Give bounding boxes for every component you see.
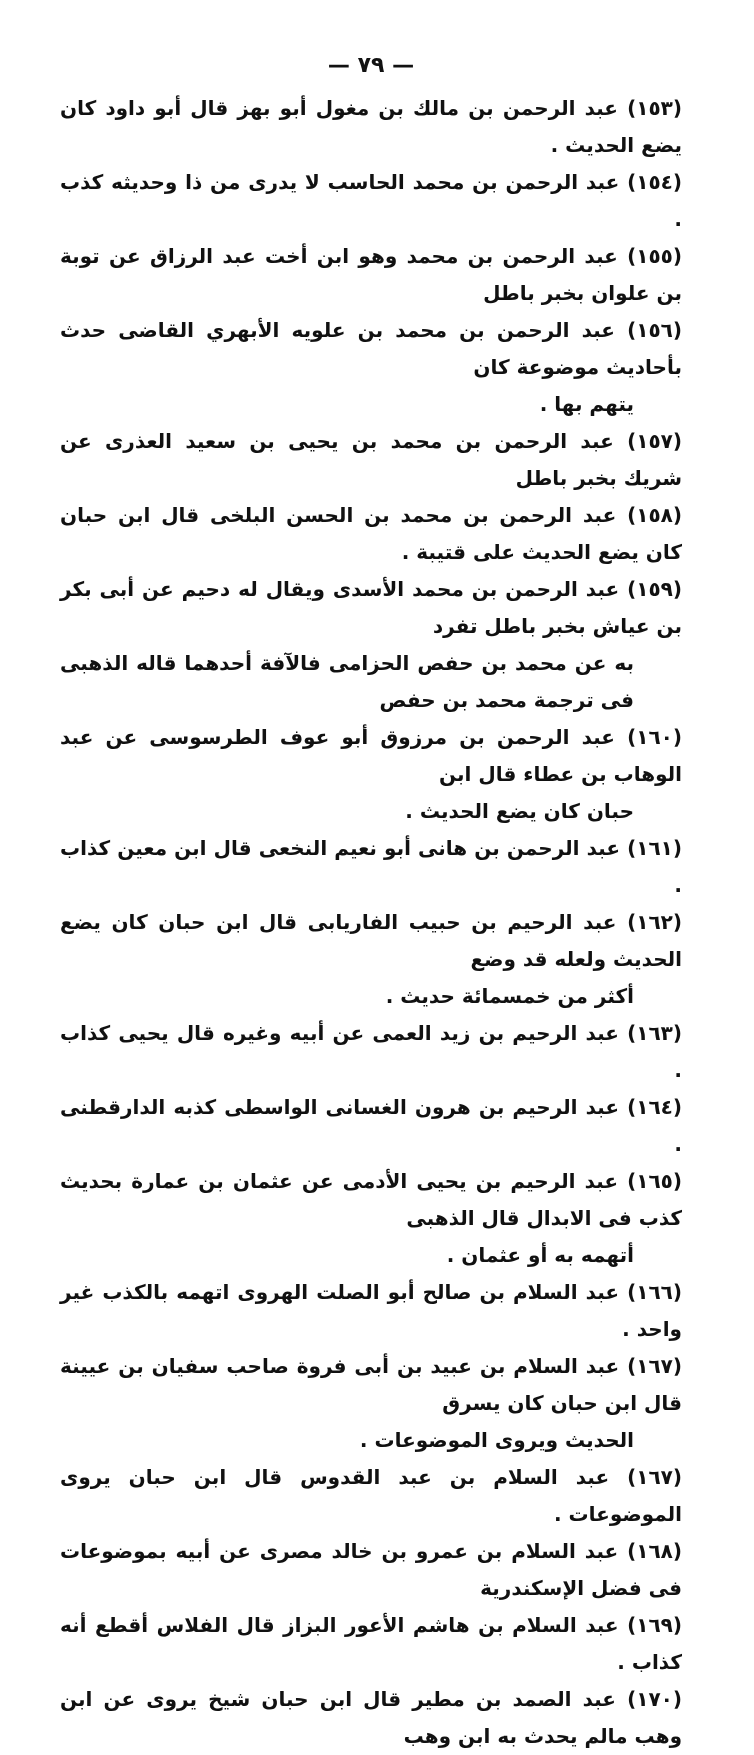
entry-text: (١٦٦) عبد السلام بن صالح أبو الصلت الهروى اتهمه بالكذب غير واحد . [60,1280,682,1341]
entry [60,1533,682,1607]
entry-text: (١٦٩) عبد السلام بن هاشم الأعور البزاز قال الفلاس أقطع أنه كذاب . [60,1613,682,1674]
entry [60,1459,682,1533]
entry-text: (١٦٤) عبد الرحيم بن هرون الغسانى الواسطى كذبه الدارقطنى . [60,1095,682,1156]
entry-text: (١٥٨) عبد الرحمن بن محمد بن الحسن البلخى قال ابن حبان كان يضع الحديث على قتيبة . [60,503,682,564]
entry-text: (١٦٠) عبد الرحمن بن مرزوق أبو عوف الطرسوسى عن عبد الوهاب بن عطاء قال ابن [60,725,682,786]
entry-text: (١٥٩) عبد الرحمن بن محمد الأسدى ويقال له دحيم عن أبى بكر بن عياش بخبر باطل تفرد [60,577,682,638]
entry [60,1681,682,1755]
entry-text: (١٥٣) عبد الرحمن بن مالك بن مغول أبو بهز قال أبو داود كان يضع الحديث . [60,96,682,157]
entry [60,90,682,164]
entry-text: (١٦١) عبد الرحمن بن هانى أبو نعيم النخعى قال ابن معين كذاب . [60,836,682,897]
entry-text: (١٦٣) عبد الرحيم بن زيد العمى عن أبيه وغيره قال يحيى كذاب . [60,1021,682,1082]
entry [60,423,682,497]
entry-text: (١٦٧) عبد السلام بن عبد القدوس قال ابن حبان يروى الموضوعات . [60,1465,682,1526]
entry-continuation: يتهم بها . [539,392,634,416]
entry-text: (١٦٨) عبد السلام بن عمرو بن خالد مصرى عن أبيه بموضوعات فى فضل الإسكندرية [60,1539,682,1600]
entry-continuation: به عن محمد بن حفص الحزامى فالآفة أحدهما قاله الذهبى فى ترجمة محمد بن حفص [60,651,634,712]
entry [60,904,682,1015]
entry [60,1163,682,1274]
entry [60,238,682,312]
entry-text: (١٥٧) عبد الرحمن بن محمد بن يحيى بن سعيد العذرى عن شريك بخبر باطل [60,429,682,490]
entry [60,830,682,904]
entry [60,1348,682,1459]
entry [60,1274,682,1348]
entry-continuation: حبان كان يضع الحديث . [405,799,634,823]
entry-text: (١٧٠) عبد الصمد بن مطير قال ابن حبان شيخ يروى عن ابن وهب مالم يحدث به ابن وهب [60,1687,682,1748]
entry [60,312,682,423]
entry-continuation: الحديث ويروى الموضوعات . [359,1428,634,1452]
entry [60,1607,682,1681]
entry [60,1089,682,1163]
entry-text: (١٦٧) عبد السلام بن عبيد بن أبى فروة صاحب سفيان بن عيينة قال ابن حبان كان يسرق [60,1354,682,1415]
entry-text: (١٦٥) عبد الرحيم بن يحيى الأدمى عن عثمان بن عمارة بحديث كذب فى الابدال قال الذهبى [60,1169,682,1230]
page-number: — ٧٩ — [327,53,415,78]
entry [60,571,682,719]
entries-list [60,90,682,1755]
entry [60,719,682,830]
entry [60,1015,682,1089]
entry [60,497,682,571]
entry-continuation: أتهمه به أو عثمان . [446,1243,634,1267]
entry-text: (١٥٤) عبد الرحمن بن محمد الحاسب لا يدرى من ذا وحديثه كذب . [60,170,682,231]
entry-text: (١٥٦) عبد الرحمن بن محمد بن علويه الأبهري القاضى حدث بأحاديث موضوعة كان [60,318,682,379]
entry-continuation: أكثر من خمسمائة حديث . [385,984,634,1008]
entry-text: (١٥٥) عبد الرحمن بن محمد وهو ابن أخت عبد الرزاق عن توبة بن علوان بخبر باطل [60,244,682,305]
entry-text: (١٦٢) عبد الرحيم بن حبيب الفاريابى قال ابن حبان كان يضع الحديث ولعله قد وضع [60,910,682,971]
entry [60,164,682,238]
